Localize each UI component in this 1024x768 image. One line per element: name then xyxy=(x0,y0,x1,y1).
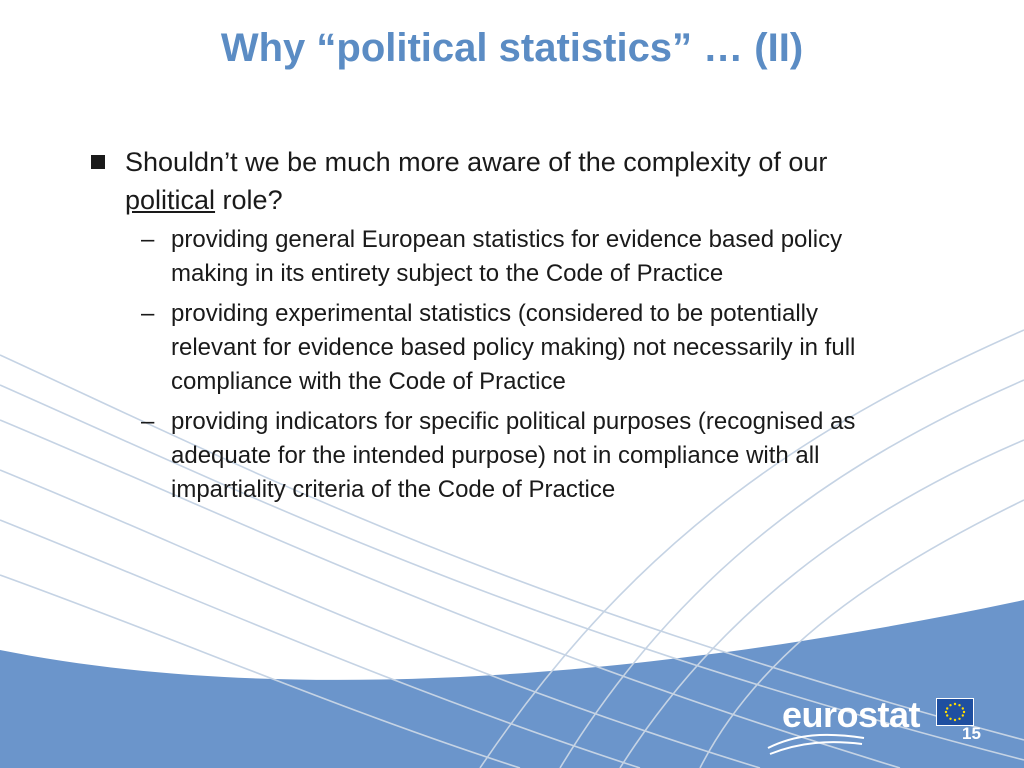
dash-bullet-icon: – xyxy=(141,226,155,253)
slide-title: Why “political statistics” … (II) xyxy=(220,26,804,70)
main-bullet xyxy=(88,143,888,219)
main-bullet-underlined-word: political xyxy=(125,185,216,215)
sub-bullet-text: providing indicators for specific political purposes (recognised as adequate for the intended purpose) not in compliance with all impartiality criteria of the Code of Practice xyxy=(171,408,856,503)
page-number: 15 xyxy=(962,724,981,743)
sub-bullet-text: providing experimental statistics (considered to be potentially relevant for evidence based policy making) not necessarily in full compliance with the Code of Practice xyxy=(171,300,856,395)
eu-flag-icon xyxy=(936,698,974,726)
eurostat-logo xyxy=(766,676,976,756)
logo-wordmark: eurostat xyxy=(782,694,921,735)
slide-content xyxy=(88,143,888,507)
main-bullet-text-start: Shouldn’t we be much more aware of the complexity of our xyxy=(125,147,828,177)
sub-bullet-text: providing general European statistics for evidence based policy making in its entirety subject to the Code of Practice xyxy=(171,226,843,287)
dash-bullet-icon: – xyxy=(141,408,155,435)
main-bullet-text-end: role? xyxy=(215,185,283,215)
sub-bullet-political-indicators xyxy=(88,405,888,507)
square-bullet-icon xyxy=(91,155,105,169)
sub-bullet-experimental-statistics xyxy=(88,297,888,399)
sub-bullet-general-statistics xyxy=(88,223,888,291)
dash-bullet-icon: – xyxy=(141,300,155,327)
